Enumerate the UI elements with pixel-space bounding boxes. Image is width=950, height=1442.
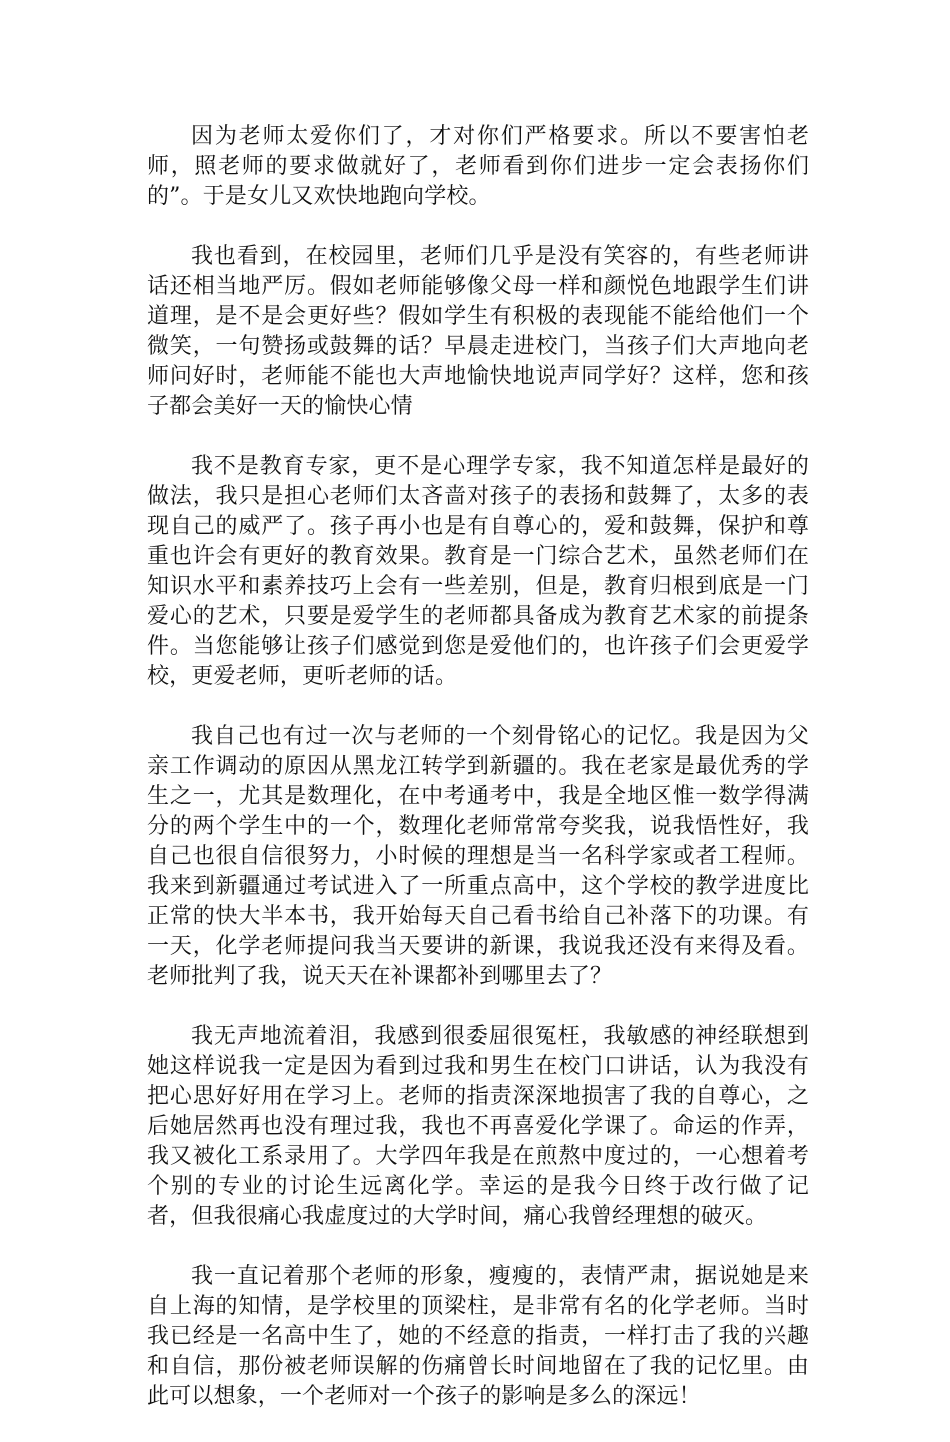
paragraph-6: 我一直记着那个老师的形象，瘦瘦的，表情严肃，据说她是来自上海的知情，是学校里的顶梁柱，是非常有名的化学老师。当时我已经是一名高中生了，她的不经意的指责，一样打击了我的兴趣和自信，那份被老师误解的伤痛曾长时间地留在了我的记忆里。由此可以想象，一个老师对一个孩子的影响是多么的深远！ xyxy=(147,1264,809,1409)
document-body xyxy=(147,122,809,1442)
paragraph-2: 我也看到，在校园里，老师们几乎是没有笑容的，有些老师讲话还相当地严厉。假如老师能够像父母一样和颜悦色地跟学生们讲道理，是不是会更好些？假如学生有积极的表现能不能给他们一个微笑，一句赞扬或鼓舞的话？早晨走进校门，当孩子们大声地向老师问好时，老师能不能也大声地愉快地说声同学好？这样，您和孩子都会美好一天的愉快心情 xyxy=(147,244,809,419)
paragraph-5: 我无声地流着泪，我感到很委屈很冤枉，我敏感的神经联想到她这样说我一定是因为看到过我和男生在校门口讲话，认为我没有把心思好好用在学习上。老师的指责深深地损害了我的自尊心，之后她居然再也没有理过我，我也不再喜爱化学课了。命运的作弄，我又被化工系录用了。大学四年我是在煎熬中度过的，一心想着考个别的专业的讨论生远离化学。幸运的是我今日终于改行做了记者，但我很痛心我虚度过的大学时间，痛心我曾经理想的破灭。 xyxy=(147,1024,809,1229)
paragraph-3: 我不是教育专家，更不是心理学专家，我不知道怎样是最好的做法，我只是担心老师们太吝啬对孩子的表扬和鼓舞了，太多的表现自己的威严了。孩子再小也是有自尊心的，爱和鼓舞，保护和尊重也许会有更好的教育效果。教育是一门综合艺术，虽然老师们在知识水平和素养技巧上会有一些差别，但是，教育归根到底是一门爱心的艺术，只要是爱学生的老师都具备成为教育艺术家的前提条件。当您能够让孩子们感觉到您是爱他们的，也许孩子们会更爱学校，更爱老师，更听老师的话。 xyxy=(147,454,809,689)
paragraph-1: 因为老师太爱你们了，才对你们严格要求。所以不要害怕老师，照老师的要求做就好了，老师看到你们进步一定会表扬你们的”。于是女儿又欢快地跑向学校。 xyxy=(147,124,809,209)
paragraph-4: 我自己也有过一次与老师的一个刻骨铭心的记忆。我是因为父亲工作调动的原因从黑龙江转学到新疆的。我在老家是最优秀的学生之一，尤其是数理化，在中考通考中，我是全地区惟一数学得满分的两个学生中的一个，数理化老师常常夸奖我，说我悟性好，我自己也很自信很努力，小时候的理想是当一名科学家或者工程师。我来到新疆通过考试进入了一所重点高中，这个学校的教学进度比正常的快大半本书，我开始每天自己看书给自己补落下的功课。有一天，化学老师提问我当天要讲的新课，我说我还没有来得及看。老师批判了我，说天天在补课都补到哪里去了？ xyxy=(147,724,809,989)
